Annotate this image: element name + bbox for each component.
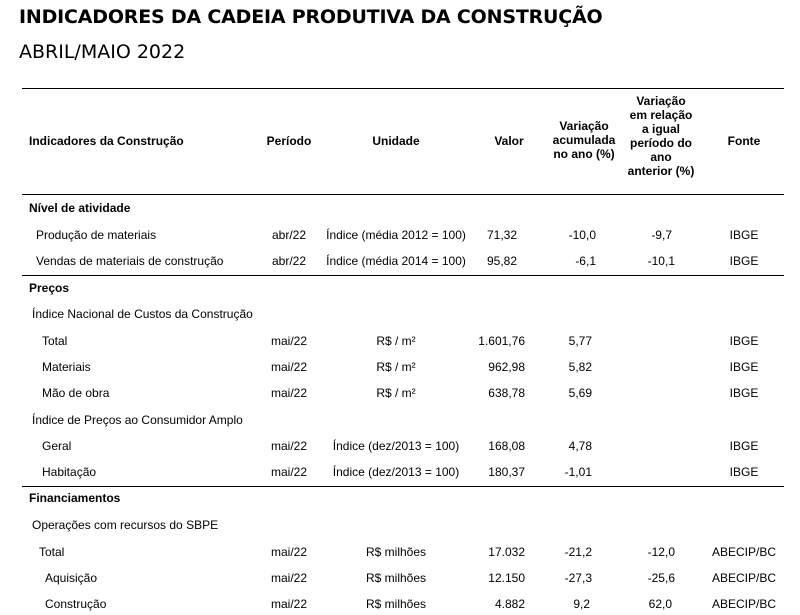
row-unidade: R$ milhões (365, 597, 427, 611)
row-unidade: Índice (dez/2013 = 100) (332, 439, 460, 453)
row-periodo: mai/22 (270, 439, 308, 453)
row-fonte: IBGE (729, 465, 759, 479)
header-bottom-rule (22, 194, 784, 195)
row-periodo: abr/22 (271, 228, 307, 242)
row-var-ano: -21,2 (564, 545, 592, 559)
row-label: Aquisição (45, 571, 98, 585)
row-fonte: ABECIP/BC (711, 571, 777, 585)
row-valor: 4.882 (494, 597, 525, 611)
row-fonte: IBGE (729, 360, 759, 374)
row-valor: 180,37 (488, 465, 525, 479)
group-ipca: Índice de Preços ao Consumidor Amplo (32, 413, 243, 427)
row-periodo: abr/22 (271, 254, 307, 268)
row-var-periodo: 62,0 (648, 597, 672, 611)
row-unidade: R$ / m² (376, 386, 416, 400)
row-unidade: R$ milhões (365, 571, 427, 585)
row-periodo: mai/22 (270, 465, 308, 479)
row-var-periodo: -10,1 (647, 254, 675, 268)
row-var-ano: 5,82 (568, 360, 592, 374)
row-unidade: R$ / m² (376, 360, 416, 374)
row-fonte: IBGE (729, 228, 759, 242)
row-label: Materiais (42, 360, 91, 374)
row-var-periodo: -12,0 (647, 545, 675, 559)
row-unidade: R$ / m² (376, 334, 416, 348)
report-subtitle: ABRIL/MAIO 2022 (19, 41, 186, 63)
section-divider (22, 275, 784, 276)
row-fonte: ABECIP/BC (711, 545, 777, 559)
row-var-ano: -27,3 (564, 571, 592, 585)
row-label: Mão de obra (42, 386, 110, 400)
row-periodo: mai/22 (270, 545, 308, 559)
row-label: Vendas de materiais de construção (36, 254, 224, 268)
row-var-ano: -1,01 (564, 465, 592, 479)
row-label: Construção (45, 597, 107, 611)
row-label: Habitação (42, 465, 97, 479)
row-valor: 1.601,76 (478, 334, 525, 348)
table-top-rule (22, 88, 784, 89)
header-periodo: Período (266, 134, 312, 148)
header-var-periodo: Variação em relação a igual período do ano anterior (%) (627, 94, 695, 178)
row-var-ano: -10,0 (568, 228, 596, 242)
row-label: Geral (42, 439, 72, 453)
row-valor: 168,08 (488, 439, 525, 453)
row-var-periodo: -9,7 (651, 228, 672, 242)
row-periodo: mai/22 (270, 386, 308, 400)
header-fonte: Fonte (727, 134, 761, 148)
row-periodo: mai/22 (270, 360, 308, 374)
row-periodo: mai/22 (270, 571, 308, 585)
row-fonte: ABECIP/BC (711, 597, 777, 611)
row-var-ano: -6,1 (575, 254, 596, 268)
header-var-ano: Variação acumulada no ano (%) (552, 119, 616, 161)
row-var-ano: 9,2 (573, 597, 590, 611)
section-nivel: Nível de atividade (29, 201, 131, 215)
row-label: Produção de materiais (36, 228, 157, 242)
report-title: INDICADORES DA CADEIA PRODUTIVA DA CONSTRUÇÃO (19, 6, 603, 28)
header-indicador: Indicadores da Construção (29, 134, 184, 148)
row-valor: 638,78 (488, 386, 525, 400)
section-divider (22, 486, 784, 487)
row-var-ano: 4,78 (568, 439, 592, 453)
header-valor: Valor (494, 134, 524, 148)
row-valor: 17.032 (488, 545, 525, 559)
row-var-ano: 5,77 (568, 334, 592, 348)
row-valor: 95,82 (486, 254, 517, 268)
row-var-periodo: -25,6 (647, 571, 675, 585)
header-unidade: Unidade (372, 134, 420, 148)
group-incc: Índice Nacional de Custos da Construção (32, 307, 253, 321)
row-unidade: Índice (média 2014 = 100) (326, 254, 466, 268)
row-var-ano: 5,69 (568, 386, 592, 400)
row-periodo: mai/22 (270, 334, 308, 348)
row-fonte: IBGE (729, 439, 759, 453)
group-sbpe: Operações com recursos do SBPE (32, 518, 219, 532)
row-valor: 12.150 (488, 571, 525, 585)
section-precos: Preços (29, 281, 70, 295)
row-unidade: R$ milhões (365, 545, 427, 559)
row-label: Total (42, 334, 68, 348)
row-valor: 962,98 (488, 360, 525, 374)
row-unidade: Índice (média 2012 = 100) (326, 228, 466, 242)
row-label: Total (39, 545, 65, 559)
row-periodo: mai/22 (270, 597, 308, 611)
section-financiamentos: Financiamentos (29, 491, 121, 505)
row-valor: 71,32 (486, 228, 517, 242)
row-unidade: Índice (dez/2013 = 100) (332, 465, 460, 479)
row-fonte: IBGE (729, 386, 759, 400)
row-fonte: IBGE (729, 254, 759, 268)
row-fonte: IBGE (729, 334, 759, 348)
